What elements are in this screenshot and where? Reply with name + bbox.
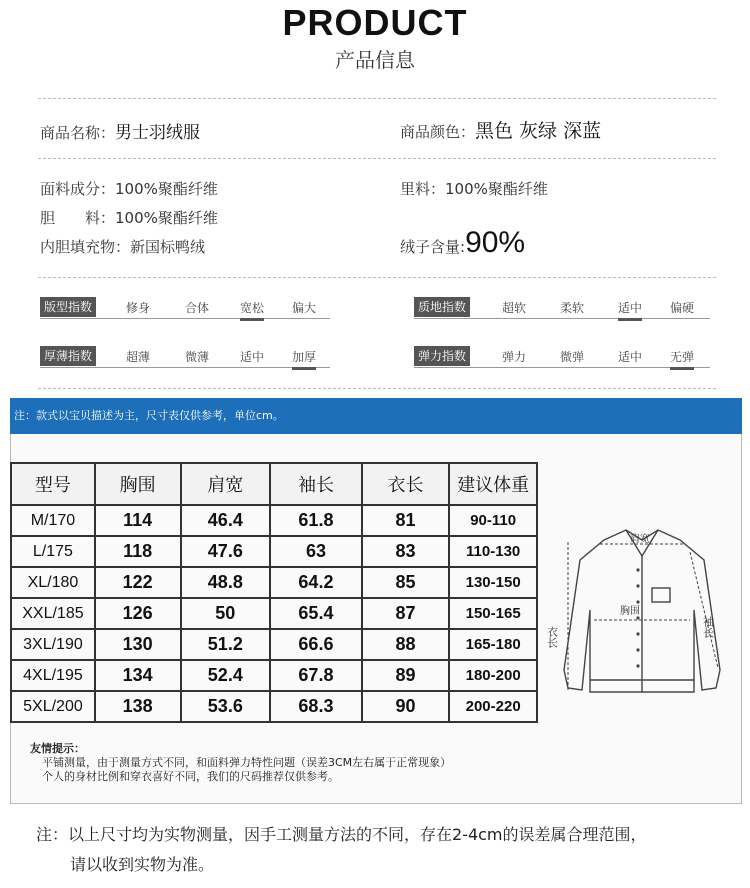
col-header-length: 衣长 <box>362 463 450 505</box>
scale-option: 适中 <box>240 350 265 364</box>
table-row: 5XL/200 138 53.6 68.3 90 200-220 <box>11 691 537 722</box>
scale-option-selected: 加厚 <box>292 348 316 370</box>
size-table <box>10 462 538 723</box>
diagram-sleeve-label: 袖长 <box>701 616 715 638</box>
scale-elasticity: 弹力指数 弹力 微弹 适中 无弹 <box>414 346 710 370</box>
table-header-row <box>11 463 537 505</box>
lining-info: 里料：100%聚酯纤维 <box>400 180 548 198</box>
product-name: 商品名称：男士羽绒服 <box>40 123 201 143</box>
scale-texture: 质地指数 超软 柔软 适中 偏硬 <box>414 297 710 321</box>
friendly-tips: 友情提示： 平铺测量，由于测量方式不同，和面料弹力特性问题（误差3CM左右属于正常现象） 个人的身材比例和穿衣喜好不同，我们的尺码推荐仅供参考。 <box>30 742 452 783</box>
page-subtitle: 产品信息 <box>335 48 415 72</box>
scale-fit: 版型指数 修身 合体 宽松 偏大 <box>40 297 330 321</box>
measurement-diagram <box>544 500 740 710</box>
diagram-length-label: 衣长 <box>545 626 559 648</box>
fabric-info: 面料成分：100%聚酯纤维 <box>40 180 218 198</box>
scale-option: 弹力 <box>502 350 527 364</box>
col-header-shoulder: 肩宽 <box>181 463 271 505</box>
scale-option: 超薄 <box>126 350 151 364</box>
scale-option: 修身 <box>126 301 151 315</box>
scale-option-selected: 宽松 <box>240 299 264 321</box>
inner-info: 胆 料：100%聚酯纤维 <box>40 209 218 227</box>
footer-note-line1: 注：以上尺寸均为实物测量，因手工测量方法的不同，存在2-4cm的误差属合理范围， <box>36 825 647 844</box>
diagram-shoulder-label: 肩宽 <box>630 534 650 545</box>
scale-option-selected: 无弹 <box>670 348 694 370</box>
table-row: XXL/185 126 50 65.4 87 150-165 <box>11 598 537 629</box>
footer-note-line2: 请以收到实物为准。 <box>70 855 215 874</box>
scale-option: 微薄 <box>185 350 210 364</box>
table-row: M/170 114 46.4 61.8 81 90-110 <box>11 505 537 536</box>
scale-option-selected: 适中 <box>618 299 642 321</box>
scale-option: 合体 <box>185 301 210 315</box>
scale-option: 超软 <box>502 301 527 315</box>
table-row: L/175 118 47.6 63 83 110-130 <box>11 536 537 567</box>
divider <box>38 277 716 278</box>
scale-option: 偏大 <box>292 301 317 315</box>
scale-option: 适中 <box>618 350 643 364</box>
scale-option: 微弹 <box>560 350 585 364</box>
diagram-chest-label: 胸围 <box>620 606 640 617</box>
divider <box>38 158 716 159</box>
col-header-sleeve: 袖长 <box>270 463 362 505</box>
table-row: 3XL/190 130 51.2 66.6 88 165-180 <box>11 629 537 660</box>
divider <box>38 388 716 389</box>
scale-option: 柔软 <box>560 301 585 315</box>
size-note: 注：款式以宝贝描述为主，尺寸表仅供参考，单位cm。 <box>10 398 742 434</box>
divider <box>38 98 716 99</box>
product-color: 商品颜色：黑色 灰绿 深蓝 <box>400 120 602 142</box>
scale-thickness: 厚薄指数 超薄 微薄 适中 加厚 <box>40 346 330 370</box>
filling-info: 内胆填充物：新国标鸭绒 <box>40 238 206 256</box>
col-header-weight: 建议体重 <box>449 463 537 505</box>
page-title: PRODUCT <box>282 2 468 43</box>
down-content: 绒子含量:90% <box>400 226 526 259</box>
col-header-size: 型号 <box>11 463 95 505</box>
scale-option: 偏硬 <box>670 301 695 315</box>
table-row: 4XL/195 134 52.4 67.8 89 180-200 <box>11 660 537 691</box>
table-row: XL/180 122 48.8 64.2 85 130-150 <box>11 567 537 598</box>
col-header-chest: 胸围 <box>95 463 181 505</box>
